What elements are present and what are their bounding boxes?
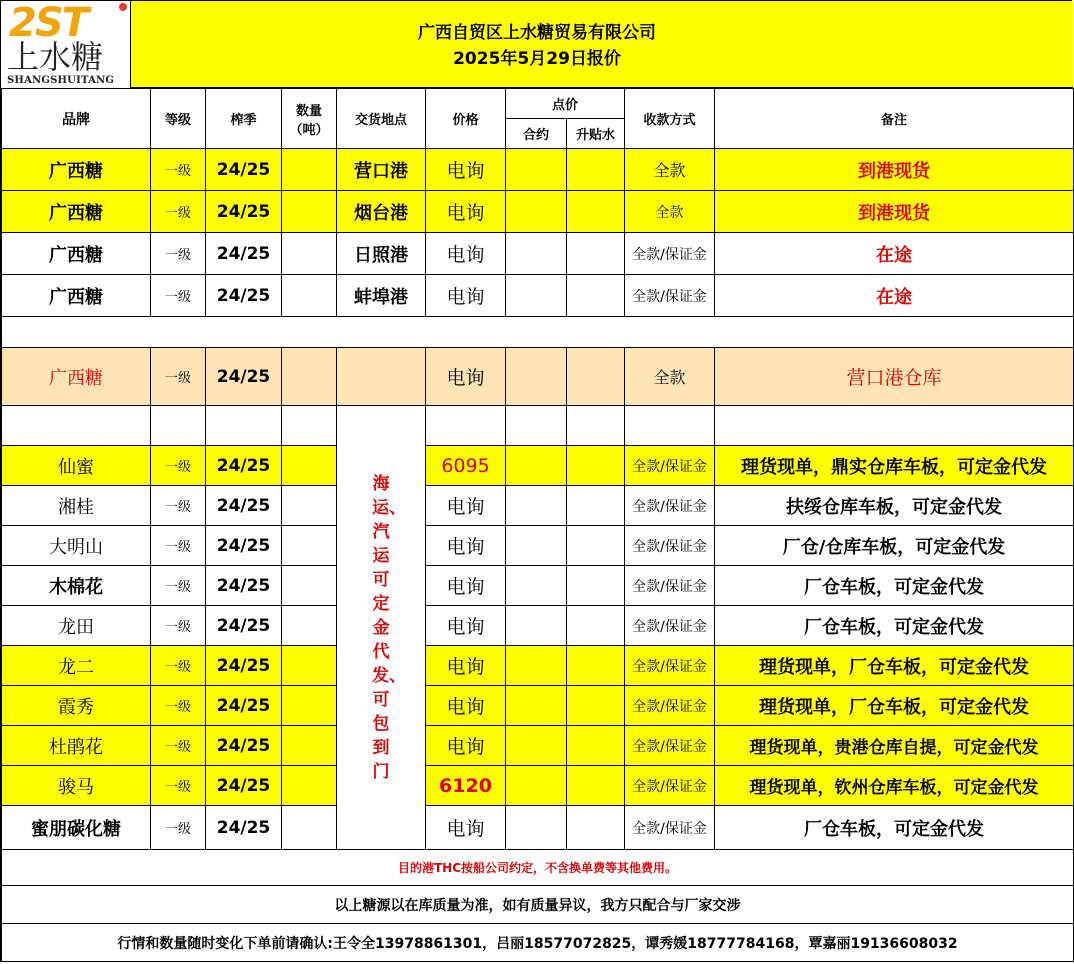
remarks-cell: 扶绥仓库车板，可定金代发	[715, 486, 1074, 526]
payment-cell: 全款/保证金	[625, 806, 715, 850]
payment-cell: 全款/保证金	[625, 606, 715, 646]
payment-cell: 全款/保证金	[625, 646, 715, 686]
sheet-header	[1, 1, 1073, 88]
price-cell: 电询	[426, 191, 506, 233]
mill-row	[2, 486, 1074, 526]
brand-cell: 广西糖	[2, 149, 151, 191]
quantity-cell	[282, 149, 337, 191]
premium-cell	[567, 191, 625, 233]
contract-cell	[506, 766, 567, 806]
contract-cell	[506, 726, 567, 766]
premium-cell	[567, 806, 625, 850]
mill-row	[2, 526, 1074, 566]
remarks-cell: 厂仓车板，可定金代发	[715, 606, 1074, 646]
quantity-cell	[282, 726, 337, 766]
spacer-cell	[625, 406, 715, 446]
price-cell: 6095	[426, 446, 506, 486]
port-row	[2, 149, 1074, 191]
delivery-cell: 烟台港	[337, 191, 426, 233]
quantity-cell	[282, 806, 337, 850]
price-cell: 电询	[426, 526, 506, 566]
remarks-cell: 厂仓车板，可定金代发	[715, 806, 1074, 850]
contract-cell	[506, 191, 567, 233]
spacer-cell	[2, 406, 151, 446]
spacer-cell	[506, 406, 567, 446]
price-cell: 电询	[426, 348, 506, 406]
logo-mark: 2ST	[9, 0, 87, 46]
spacer-cell	[567, 406, 625, 446]
grade-cell: 一级	[151, 191, 206, 233]
price-cell: 电询	[426, 233, 506, 275]
brand-cell: 湘桂	[2, 486, 151, 526]
price-cell: 6120	[426, 766, 506, 806]
grade-cell: 一级	[151, 526, 206, 566]
footer-row	[2, 924, 1074, 962]
payment-cell: 全款/保证金	[625, 566, 715, 606]
price-cell: 电询	[426, 566, 506, 606]
quantity-cell	[282, 348, 337, 406]
grade-cell: 一级	[151, 806, 206, 850]
quantity-cell	[282, 606, 337, 646]
payment-cell: 全款/保证金	[625, 446, 715, 486]
grade-cell: 一级	[151, 686, 206, 726]
quantity-cell	[282, 486, 337, 526]
season-cell: 24/25	[206, 806, 282, 850]
brand-cell: 广西糖	[2, 233, 151, 275]
premium-cell	[567, 348, 625, 406]
contract-cell	[506, 606, 567, 646]
quantity-cell	[282, 766, 337, 806]
contract-cell	[506, 566, 567, 606]
remarks-cell: 理货现单，钦州仓库车板，可定金代发	[715, 766, 1074, 806]
col-spread: 点价	[506, 89, 625, 119]
logo-name-en: SHANGSHUITANG	[7, 75, 115, 86]
contract-cell	[506, 486, 567, 526]
delivery-method-cell	[337, 406, 426, 850]
brand-cell: 广西糖	[2, 275, 151, 317]
payment-cell: 全款/保证金	[625, 233, 715, 275]
remarks-cell: 理货现单，厂仓车板，可定金代发	[715, 646, 1074, 686]
quantity-cell	[282, 191, 337, 233]
price-table	[1, 88, 1074, 962]
spacer-cell	[282, 406, 337, 446]
season-cell: 24/25	[206, 149, 282, 191]
col-delivery: 交货地点	[337, 89, 426, 149]
payment-cell: 全款	[625, 191, 715, 233]
footer-row	[2, 886, 1074, 924]
contract-cell	[506, 806, 567, 850]
brand-cell: 广西糖	[2, 348, 151, 406]
quote-date: 2025年5月29日报价	[453, 49, 621, 69]
mill-row	[2, 566, 1074, 606]
grade-cell: 一级	[151, 566, 206, 606]
remarks-cell: 理货现单，厂仓车板，可定金代发	[715, 686, 1074, 726]
quantity-cell	[282, 233, 337, 275]
price-cell: 电询	[426, 726, 506, 766]
season-cell: 24/25	[206, 646, 282, 686]
season-cell: 24/25	[206, 275, 282, 317]
price-cell: 电询	[426, 275, 506, 317]
remarks-cell: 到港现货	[715, 149, 1074, 191]
quantity-cell	[282, 275, 337, 317]
contract-cell	[506, 149, 567, 191]
quality-note: 以上糖源以在库质量为准，如有质量异议，我方只配合与厂家交涉	[2, 886, 1074, 924]
col-grade: 等级	[151, 89, 206, 149]
premium-cell	[567, 766, 625, 806]
season-cell: 24/25	[206, 766, 282, 806]
season-cell: 24/25	[206, 566, 282, 606]
contract-cell	[506, 348, 567, 406]
grade-cell: 一级	[151, 486, 206, 526]
payment-cell: 全款/保证金	[625, 486, 715, 526]
season-cell: 24/25	[206, 233, 282, 275]
premium-cell	[567, 275, 625, 317]
premium-cell	[567, 686, 625, 726]
quantity-cell	[282, 646, 337, 686]
payment-cell: 全款	[625, 149, 715, 191]
brand-cell: 广西糖	[2, 191, 151, 233]
season-cell: 24/25	[206, 526, 282, 566]
premium-cell	[567, 606, 625, 646]
grade-cell: 一级	[151, 646, 206, 686]
premium-cell	[567, 566, 625, 606]
premium-cell	[567, 233, 625, 275]
remarks-cell: 营口港仓库	[715, 348, 1074, 406]
col-quantity	[282, 89, 337, 149]
premium-cell	[567, 486, 625, 526]
payment-cell: 全款/保证金	[625, 526, 715, 566]
contract-cell	[506, 686, 567, 726]
delivery-cell: 日照港	[337, 233, 426, 275]
col-payment: 收款方式	[625, 89, 715, 149]
contract-cell	[506, 446, 567, 486]
brand-cell: 大明山	[2, 526, 151, 566]
remarks-cell: 理货现单，贵港仓库自提，可定金代发	[715, 726, 1074, 766]
price-cell: 电询	[426, 646, 506, 686]
logo-name-cn: 上水糖	[7, 38, 104, 76]
col-price: 价格	[426, 89, 506, 149]
col-premium: 升贴水	[567, 119, 625, 149]
brand-cell: 龙田	[2, 606, 151, 646]
contract-cell	[506, 233, 567, 275]
remarks-cell: 在途	[715, 275, 1074, 317]
col-season: 榨季	[206, 89, 282, 149]
spacer-cell	[715, 406, 1074, 446]
port-row	[2, 191, 1074, 233]
footer-row	[2, 850, 1074, 886]
col-brand: 品牌	[2, 89, 151, 149]
brand-cell: 木棉花	[2, 566, 151, 606]
grade-cell: 一级	[151, 275, 206, 317]
brand-cell: 霞秀	[2, 686, 151, 726]
brand-cell: 杜鹃花	[2, 726, 151, 766]
season-cell: 24/25	[206, 606, 282, 646]
season-cell: 24/25	[206, 486, 282, 526]
spacer-row	[2, 317, 1074, 348]
premium-cell	[567, 726, 625, 766]
port-row	[2, 233, 1074, 275]
brand-cell: 仙蜜	[2, 446, 151, 486]
brand-cell: 龙二	[2, 646, 151, 686]
thc-note: 目的港THC按船公司约定，不含换单费等其他费用。	[2, 850, 1074, 886]
remarks-cell: 理货现单，鼎实仓库车板，可定金代发	[715, 446, 1074, 486]
quantity-cell	[282, 686, 337, 726]
grade-cell: 一级	[151, 446, 206, 486]
spacer-cell	[2, 317, 1074, 348]
season-cell: 24/25	[206, 726, 282, 766]
season-cell: 24/25	[206, 348, 282, 406]
grade-cell: 一级	[151, 606, 206, 646]
col-remarks: 备注	[715, 89, 1074, 149]
price-cell: 电询	[426, 686, 506, 726]
season-cell: 24/25	[206, 191, 282, 233]
remarks-cell: 厂仓车板，可定金代发	[715, 566, 1074, 606]
delivery-cell	[337, 348, 426, 406]
brand-cell: 蜜朋碳化糖	[2, 806, 151, 850]
mill-row	[2, 446, 1074, 486]
col-quantity-line2: （吨）	[289, 122, 329, 138]
warehouse-row	[2, 348, 1074, 406]
grade-cell: 一级	[151, 766, 206, 806]
mill-row	[2, 766, 1074, 806]
contract-cell	[506, 646, 567, 686]
remarks-cell: 厂仓/仓库车板，可定金代发	[715, 526, 1074, 566]
payment-cell: 全款/保证金	[625, 766, 715, 806]
contract-cell	[506, 526, 567, 566]
remarks-cell: 在途	[715, 233, 1074, 275]
price-cell: 电询	[426, 606, 506, 646]
grade-cell: 一级	[151, 348, 206, 406]
premium-cell	[567, 446, 625, 486]
premium-cell	[567, 646, 625, 686]
spacer-cell	[426, 406, 506, 446]
col-contract: 合约	[506, 119, 567, 149]
price-cell: 电询	[426, 486, 506, 526]
logo-sun-icon	[119, 3, 127, 11]
grade-cell: 一级	[151, 726, 206, 766]
delivery-cell: 营口港	[337, 149, 426, 191]
delivery-method-note: 海运、汽运可定金代发、可包到门	[372, 473, 406, 782]
quantity-cell	[282, 446, 337, 486]
mill-row	[2, 686, 1074, 726]
mill-row	[2, 726, 1074, 766]
grade-cell: 一级	[151, 233, 206, 275]
header-row-1	[2, 89, 1074, 119]
payment-cell: 全款/保证金	[625, 686, 715, 726]
mill-row	[2, 806, 1074, 850]
mill-row	[2, 646, 1074, 686]
payment-cell: 全款/保证金	[625, 726, 715, 766]
spacer-cell	[151, 406, 206, 446]
col-quantity-line1: 数量	[295, 103, 322, 119]
payment-cell: 全款/保证金	[625, 275, 715, 317]
quantity-cell	[282, 526, 337, 566]
contract-cell	[506, 275, 567, 317]
payment-cell: 全款	[625, 348, 715, 406]
season-cell: 24/25	[206, 446, 282, 486]
premium-cell	[567, 149, 625, 191]
brand-cell: 骏马	[2, 766, 151, 806]
delivery-cell: 蚌埠港	[337, 275, 426, 317]
company-logo	[1, 1, 131, 88]
spacer-cell	[206, 406, 282, 446]
mill-row	[2, 606, 1074, 646]
grade-cell: 一级	[151, 149, 206, 191]
spacer-row	[2, 406, 1074, 446]
quantity-cell	[282, 566, 337, 606]
port-row	[2, 275, 1074, 317]
price-cell: 电询	[426, 806, 506, 850]
season-cell: 24/25	[206, 686, 282, 726]
contacts-note: 行情和数量随时变化下单前请确认:王令全13978861301，吕丽18577072825，谭秀媛18777784168，覃嘉丽19136608032	[2, 924, 1074, 962]
premium-cell	[567, 526, 625, 566]
company-name: 广西自贸区上水糖贸易有限公司	[418, 23, 656, 43]
remarks-cell: 到港现货	[715, 191, 1074, 233]
price-cell: 电询	[426, 149, 506, 191]
